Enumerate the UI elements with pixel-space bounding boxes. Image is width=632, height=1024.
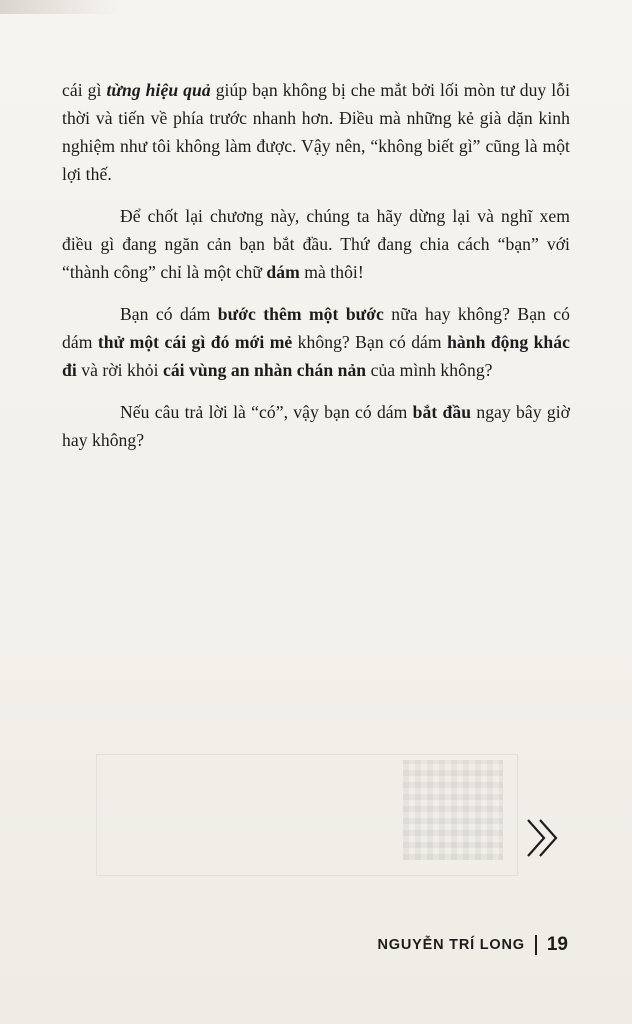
body-text <box>62 76 570 454</box>
bold-text: bước thêm một bước <box>217 304 384 324</box>
text-run: không? Bạn có dám <box>292 332 448 352</box>
text-run: mà thôi! <box>299 262 364 282</box>
page-number: 19 <box>546 934 568 955</box>
text-run: Bạn có dám <box>120 304 218 324</box>
bleed-through-qr <box>403 760 503 860</box>
footer-divider <box>535 935 537 955</box>
paragraph-4 <box>62 398 570 454</box>
page-footer <box>378 934 568 956</box>
text-run: và rời khỏi <box>76 360 163 380</box>
paragraph-1 <box>62 76 570 188</box>
bold-text: cái vùng an nhàn chán nản <box>162 360 367 380</box>
bold-text: bắt đầu <box>412 402 472 422</box>
text-run: Để chốt lại chương này, chúng ta hãy dừng lại và nghĩ xem điều gì đang ngăn cản bạn bắt đầu. Thứ đang chia cách “bạn” với “thành công” chỉ là một chữ <box>62 206 570 282</box>
text-run: ngay bây giờ hay không? <box>62 402 570 450</box>
paragraph-2 <box>62 202 570 286</box>
text-run: của mình không? <box>366 360 493 380</box>
text-run: giúp bạn không bị che mắt bởi lối mòn tư duy lỗi thời và tiến về phía trước nhanh hơn. Điều mà những kẻ già dặn kinh nghiệm như tôi không làm được. Vậy nên, “không biết gì” cũng là một lợi thế. <box>62 80 571 184</box>
author-name: NGUYỄN TRÍ LONG <box>377 937 525 953</box>
text-run: cái gì <box>62 80 107 100</box>
paragraph-3 <box>62 300 570 384</box>
page-edge-shadow <box>0 0 120 14</box>
text-run: Nếu câu trả lời là “có”, vậy bạn có dám <box>120 402 413 422</box>
double-chevron-right-icon <box>524 816 564 860</box>
bold-text: hành động khác đi <box>62 332 570 380</box>
bold-text: thử một cái gì đó mới mẻ <box>97 332 293 352</box>
text-run: nữa hay không? Bạn có dám <box>62 304 570 352</box>
bold-text: dám <box>266 262 300 282</box>
emphasis-text: từng hiệu quả <box>106 80 211 100</box>
